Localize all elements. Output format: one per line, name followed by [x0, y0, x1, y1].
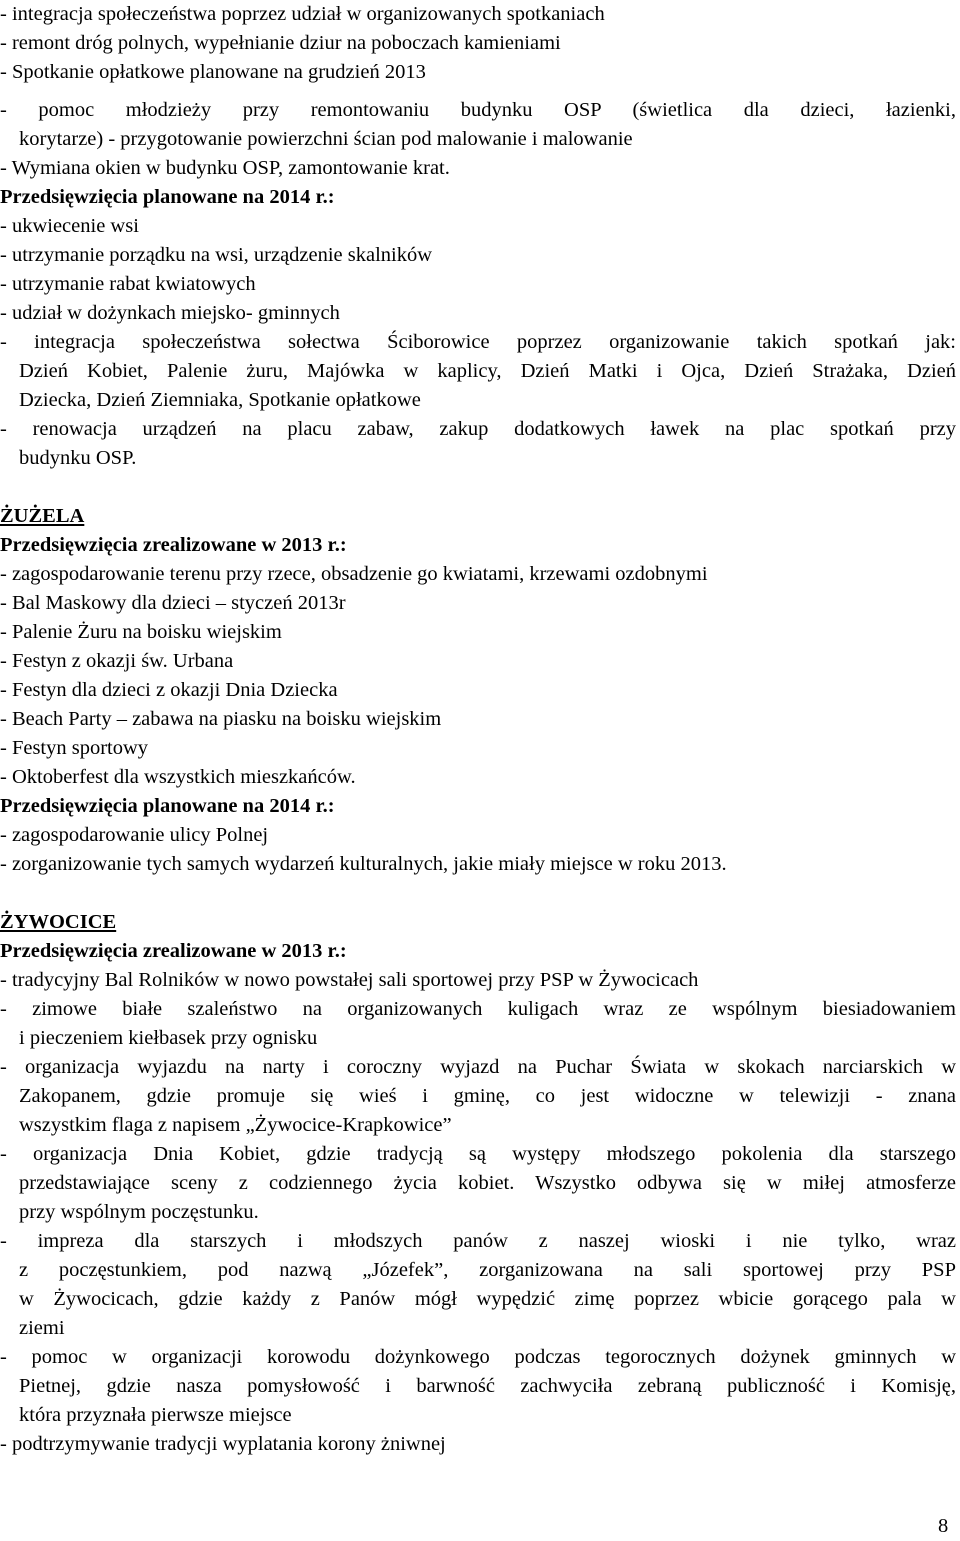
- section-heading-done-2013: Przedsięwzięcia zrealizowane w 2013 r.:: [0, 534, 347, 556]
- list-item: - Spotkanie opłatkowe planowane na grudzień 2013: [0, 61, 426, 83]
- list-item: - zimowe białe szaleństwo na organizowanych kuligach wraz ze wspólnym biesiadowaniem: [0, 998, 956, 1020]
- list-item: - tradycyjny Bal Rolników w nowo powstałej sali sportowej przy PSP w Żywocicach: [0, 969, 699, 991]
- list-item-continuation: i pieczeniem kiełbasek przy ognisku: [19, 1027, 318, 1049]
- village-title-zywocice: ŻYWOCICE: [0, 911, 117, 933]
- list-item-continuation: Pietnej, gdzie nasza pomysłowość i barwność zachwyciła zebraną publiczność i Komisję,: [19, 1375, 956, 1397]
- list-item-continuation: korytarze) - przygotowanie powierzchni ścian pod malowanie i malowanie: [19, 128, 633, 150]
- list-item: - pomoc w organizacji korowodu dożynkowego podczas tegorocznych dożynek gminnych w: [0, 1346, 956, 1368]
- list-item: - Festyn sportowy: [0, 737, 149, 759]
- list-item: - Palenie Żuru na boisku wiejskim: [0, 621, 282, 643]
- list-item: - Wymiana okien w budynku OSP, zamontowanie krat.: [0, 157, 450, 179]
- list-item: - utrzymanie porządku na wsi, urządzenie skalników: [0, 244, 433, 266]
- list-item-continuation: wszystkim flaga z napisem „Żywocice-Krapkowice”: [19, 1114, 452, 1136]
- village-title-zuzela: ŻUŻELA: [0, 505, 85, 527]
- list-item-continuation: Dzień Kobiet, Palenie żuru, Majówka w kaplicy, Dzień Matki i Ojca, Dzień Strażaka, Dzień: [19, 360, 956, 382]
- list-item: - podtrzymywanie tradycji wyplatania korony żniwnej: [0, 1433, 446, 1455]
- list-item: - remont dróg polnych, wypełnianie dziur na poboczach kamieniami: [0, 32, 561, 54]
- list-item: - Beach Party – zabawa na piasku na boisku wiejskim: [0, 708, 442, 730]
- list-item: - integracja społeczeństwa sołectwa Ściborowice poprzez organizowanie takich spotkań jak:: [0, 331, 956, 353]
- list-item-continuation: budynku OSP.: [19, 447, 137, 469]
- list-item: - Festyn dla dzieci z okazji Dnia Dziecka: [0, 679, 338, 701]
- list-item-continuation: Zakopanem, gdzie promuje się wieś i gminę, co jest widoczne w telewizji - znana: [19, 1085, 956, 1107]
- list-item: - impreza dla starszych i młodszych panów z naszej wioski i nie tylko, wraz: [0, 1230, 956, 1252]
- section-heading-planned-2014: Przedsięwzięcia planowane na 2014 r.:: [0, 795, 335, 817]
- list-item: - integracja społeczeństwa poprzez udział w organizowanych spotkaniach: [0, 3, 605, 25]
- section-heading-done-2013: Przedsięwzięcia zrealizowane w 2013 r.:: [0, 940, 347, 962]
- page-number: 8: [938, 1515, 949, 1537]
- list-item: - Bal Maskowy dla dzieci – styczeń 2013r: [0, 592, 346, 614]
- list-item: - renowacja urządzeń na placu zabaw, zakup dodatkowych ławek na plac spotkań przy: [0, 418, 956, 440]
- list-item-continuation: z poczęstunkiem, pod nazwą „Józefek”, zorganizowana na sali sportowej przy PSP: [19, 1259, 956, 1281]
- list-item: - zagospodarowanie terenu przy rzece, obsadzenie go kwiatami, krzewami ozdobnymi: [0, 563, 708, 585]
- list-item: - udział w dożynkach miejsko- gminnych: [0, 302, 340, 324]
- list-item-continuation: w Żywocicach, gdzie każdy z Panów mógł wypędzić zimę poprzez wbicie gorącego pala w: [19, 1288, 956, 1310]
- list-item-continuation: przy wspólnym poczęstunku.: [19, 1201, 259, 1223]
- list-item: - pomoc młodzieży przy remontowaniu budynku OSP (świetlica dla dzieci, łazienki,: [0, 99, 956, 121]
- list-item-continuation: która przyznała pierwsze miejsce: [19, 1404, 292, 1426]
- list-item: - ukwiecenie wsi: [0, 215, 139, 237]
- list-item: - Festyn z okazji św. Urbana: [0, 650, 234, 672]
- list-item-continuation: ziemi: [19, 1317, 65, 1339]
- list-item-continuation: Dziecka, Dzień Ziemniaka, Spotkanie opłatkowe: [19, 389, 421, 411]
- list-item: - zorganizowanie tych samych wydarzeń kulturalnych, jakie miały miejsce w roku 2013.: [0, 853, 727, 875]
- list-item: - Oktoberfest dla wszystkich mieszkańców.: [0, 766, 356, 788]
- list-item: - utrzymanie rabat kwiatowych: [0, 273, 256, 295]
- section-heading-planned-2014: Przedsięwzięcia planowane na 2014 r.:: [0, 186, 335, 208]
- list-item-continuation: przedstawiające sceny z codziennego życia kobiet. Wszystko odbywa się w miłej atmosferze: [19, 1172, 956, 1194]
- list-item: - organizacja wyjazdu na narty i coroczny wyjazd na Puchar Świata w skokach narciarskich w: [0, 1056, 956, 1078]
- list-item: - zagospodarowanie ulicy Polnej: [0, 824, 269, 846]
- list-item: - organizacja Dnia Kobiet, gdzie tradycją są występy młodszego pokolenia dla starszego: [0, 1143, 956, 1165]
